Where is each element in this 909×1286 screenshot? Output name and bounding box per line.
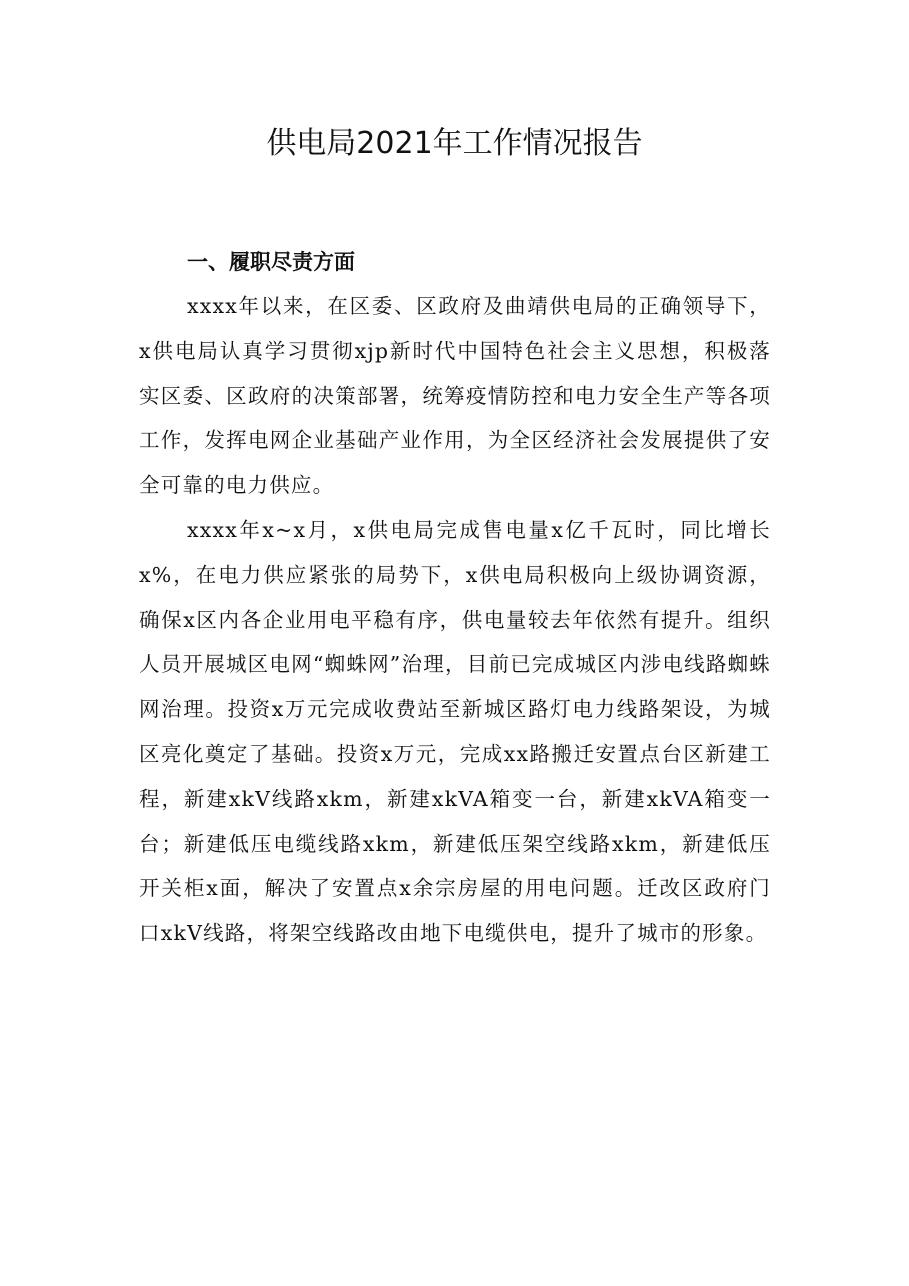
document-title: 供电局2021年工作情况报告 xyxy=(266,126,643,161)
paragraph-power-supply: xxxx年x~x月，x供电局完成售电量x亿千瓦时，同比增长x%，在电力供应紧张的局势下，x供电局积极向上级协调资源，确保x区内各企业用电平稳有序，供电量较去年依然有提升。组织人员开展城区电网“蜘蛛网”治理，目前已完成城区内涉电线路蜘蛛网治理。投资x万元完成收费站至新城区路灯电力线路架设，为城区亮化奠定了基础。投资x万元，完成xx路搬迁安置点台区新建工程，新建xkV线路xkm，新建xkVA箱变一台，新建xkVA箱变一台；新建低压电缆线路xkm，新建低压架空线路xkm，新建低压开关柜x面，解决了安置点x余宗房屋的用电问题。迁改区政府门口xkV线路，将架空线路改由地下电缆供电，提升了城市的形象。 xyxy=(139,517,771,946)
document-body xyxy=(139,240,771,956)
section-heading: 一、履职尽责方面 xyxy=(187,250,355,274)
paragraph-leadership: xxxx年以来，在区委、区政府及曲靖供电局的正确领导下，x供电局认真学习贯彻xjp新时代中国特色社会主义思想，积极落实区委、区政府的决策部署，统筹疫情防控和电力安全生产等各项工作，发挥电网企业基础产业作用，为全区经济社会发展提供了安全可靠的电力供应。 xyxy=(139,294,771,498)
